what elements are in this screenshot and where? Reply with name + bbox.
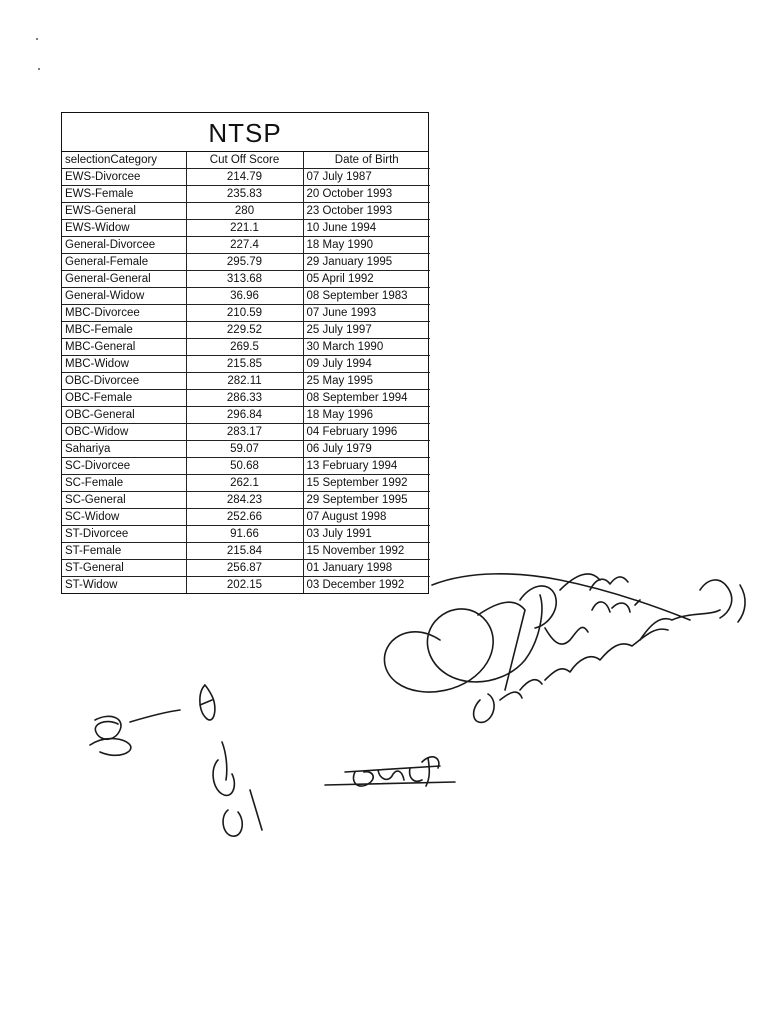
table-row (62, 220, 430, 237)
cell-score: 235.83 (186, 186, 303, 203)
cell-category: General-General (62, 271, 186, 288)
cell-dob: 23 October 1993 (303, 203, 430, 220)
table-title: NTSP (62, 113, 428, 152)
cell-score: 283.17 (186, 424, 303, 441)
cell-category: OBC-Widow (62, 424, 186, 441)
cell-score: 295.79 (186, 254, 303, 271)
paper-speck (36, 38, 38, 40)
table-row (62, 407, 430, 424)
cell-category: SC-Female (62, 475, 186, 492)
cell-score: 59.07 (186, 441, 303, 458)
table-row (62, 390, 430, 407)
cell-category: OBC-Female (62, 390, 186, 407)
table-row (62, 458, 430, 475)
cell-score: 91.66 (186, 526, 303, 543)
cell-category: MBC-Divorcee (62, 305, 186, 322)
table-row (62, 322, 430, 339)
table-row (62, 305, 430, 322)
cell-score: 282.11 (186, 373, 303, 390)
cell-score: 50.68 (186, 458, 303, 475)
cell-category: OBC-Divorcee (62, 373, 186, 390)
cell-dob: 03 July 1991 (303, 526, 430, 543)
signature-right (384, 574, 745, 723)
cell-category: EWS-General (62, 203, 186, 220)
table-row (62, 288, 430, 305)
cell-score: 280 (186, 203, 303, 220)
cutoff-grid (62, 152, 430, 593)
column-header-category: selectionCategory (62, 152, 186, 169)
cell-score: 269.5 (186, 339, 303, 356)
signature-left (90, 685, 262, 836)
cell-dob: 06 July 1979 (303, 441, 430, 458)
signature-middle (325, 757, 455, 786)
cell-dob: 15 November 1992 (303, 543, 430, 560)
cell-category: OBC-General (62, 407, 186, 424)
cell-dob: 08 September 1994 (303, 390, 430, 407)
column-header-dob: Date of Birth (303, 152, 430, 169)
cell-category: EWS-Divorcee (62, 169, 186, 186)
cell-dob: 04 February 1996 (303, 424, 430, 441)
table-row (62, 424, 430, 441)
table-row (62, 475, 430, 492)
paper-speck (38, 68, 40, 70)
cell-dob: 07 July 1987 (303, 169, 430, 186)
cell-dob: 25 July 1997 (303, 322, 430, 339)
cell-category: General-Divorcee (62, 237, 186, 254)
cell-category: MBC-General (62, 339, 186, 356)
cell-category: SC-Divorcee (62, 458, 186, 475)
cell-score: 313.68 (186, 271, 303, 288)
cell-dob: 07 August 1998 (303, 509, 430, 526)
cell-score: 214.79 (186, 169, 303, 186)
cell-dob: 09 July 1994 (303, 356, 430, 373)
table-row (62, 373, 430, 390)
table-row (62, 254, 430, 271)
cell-dob: 13 February 1994 (303, 458, 430, 475)
table-row (62, 186, 430, 203)
cell-score: 215.84 (186, 543, 303, 560)
table-row (62, 169, 430, 186)
cell-score: 221.1 (186, 220, 303, 237)
cell-dob: 29 January 1995 (303, 254, 430, 271)
cell-score: 229.52 (186, 322, 303, 339)
cutoff-table (61, 112, 429, 594)
cell-category: MBC-Widow (62, 356, 186, 373)
cell-score: 227.4 (186, 237, 303, 254)
cell-score: 256.87 (186, 560, 303, 577)
column-header-score: Cut Off Score (186, 152, 303, 169)
table-row (62, 356, 430, 373)
table-row (62, 271, 430, 288)
table-row (62, 526, 430, 543)
cell-dob: 07 June 1993 (303, 305, 430, 322)
cell-dob: 30 March 1990 (303, 339, 430, 356)
cell-score: 202.15 (186, 577, 303, 594)
table-body (62, 169, 430, 594)
cell-dob: 29 September 1995 (303, 492, 430, 509)
cell-category: ST-Female (62, 543, 186, 560)
cell-dob: 03 December 1992 (303, 577, 430, 594)
cell-category: SC-General (62, 492, 186, 509)
table-row (62, 560, 430, 577)
table-row (62, 492, 430, 509)
cell-dob: 18 May 1996 (303, 407, 430, 424)
cell-category: EWS-Widow (62, 220, 186, 237)
cell-score: 296.84 (186, 407, 303, 424)
cell-category: Sahariya (62, 441, 186, 458)
cell-score: 210.59 (186, 305, 303, 322)
cell-score: 36.96 (186, 288, 303, 305)
cell-dob: 08 September 1983 (303, 288, 430, 305)
table-row (62, 237, 430, 254)
table-row (62, 509, 430, 526)
cell-category: ST-General (62, 560, 186, 577)
table-row (62, 543, 430, 560)
cell-score: 262.1 (186, 475, 303, 492)
cell-category: General-Widow (62, 288, 186, 305)
cell-category: ST-Widow (62, 577, 186, 594)
cell-score: 215.85 (186, 356, 303, 373)
cell-score: 252.66 (186, 509, 303, 526)
cell-dob: 05 April 1992 (303, 271, 430, 288)
cell-dob: 25 May 1995 (303, 373, 430, 390)
cell-dob: 20 October 1993 (303, 186, 430, 203)
cell-category: MBC-Female (62, 322, 186, 339)
header-row (62, 152, 430, 169)
table-row (62, 441, 430, 458)
cell-dob: 15 September 1992 (303, 475, 430, 492)
cell-category: General-Female (62, 254, 186, 271)
cell-score: 286.33 (186, 390, 303, 407)
cell-category: ST-Divorcee (62, 526, 186, 543)
cell-dob: 01 January 1998 (303, 560, 430, 577)
table-row (62, 577, 430, 594)
table-row (62, 339, 430, 356)
cell-category: EWS-Female (62, 186, 186, 203)
cell-score: 284.23 (186, 492, 303, 509)
cell-dob: 18 May 1990 (303, 237, 430, 254)
cell-category: SC-Widow (62, 509, 186, 526)
cell-dob: 10 June 1994 (303, 220, 430, 237)
table-row (62, 203, 430, 220)
